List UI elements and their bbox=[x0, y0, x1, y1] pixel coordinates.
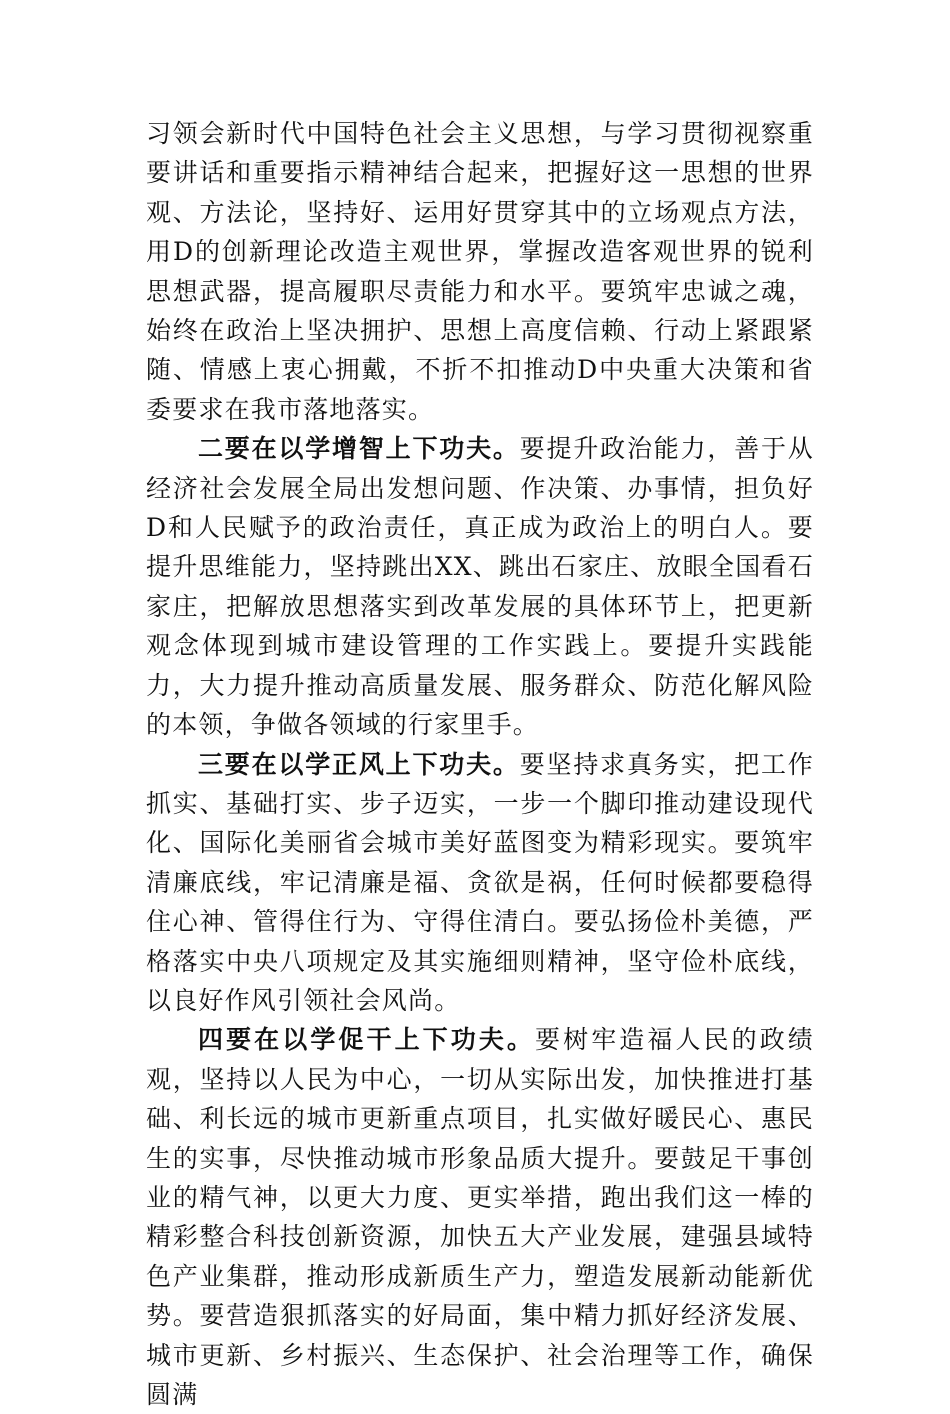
paragraph-3-text: 要坚持求真务实，把工作抓实、基础打实、步子迈实，一步一个脚印推动建设现代化、国际化美丽省会城市美好蓝图变为精彩现实。要筑牢清廉底线，牢记清廉是福、贪欲是祸，任何时候都要稳得住心神、管得住行为、守得住清白。要弘扬俭朴美德，严格落实中央八项规定及其实施细则精神，坚守俭朴底线，以良好作风引领社会风尚。 bbox=[146, 749, 815, 1015]
paragraph-1-text: 习领会新时代中国特色社会主义思想，与学习贯彻视察重要讲话和重要指示精神结合起来，把握好这一思想的世界观、方法论，坚持好、运用好贯穿其中的立场观点方法，用D的创新理论改造主观世界，掌握改造客观世界的锐利思想武器，提高履职尽责能力和水平。要筑牢忠诚之魂，始终在政治上坚决拥护、思想上高度信赖、行动上紧跟紧随、情感上衷心拥戴，不折不扣推动D中央重大决策和省委要求在我市落地落实。 bbox=[146, 119, 814, 424]
paragraph-4-heading: 四要在以学促干上下功夫。 bbox=[198, 1025, 536, 1055]
paragraph-4-text: 要树牢造福人民的政绩观，坚持以人民为中心，一切从实际出发，加快推进打基础、利长远的城市更新重点项目，扎实做好暖民心、惠民生的实事，尽快推动城市形象品质大提升。要鼓足干事创业的精气神，以更大力度、更实举措，跑出我们这一棒的精彩整合科技创新资源，加快五大产业发展，建强县域特色产业集群，推动形成新质生产力，塑造发展新动能新优势。要营造狠抓落实的好局面，集中精力抓好经济发展、城市更新、乡村振兴、生态保护、社会治理等工作，确保圆满 bbox=[146, 1025, 814, 1409]
paragraph-2-text: 要提升政治能力，善于从经济社会发展全局出发想问题、作决策、办事情，担负好D和人民赋予的政治责任，真正成为政治上的明白人。要提升思维能力，坚持跳出XX、跳出石家庄、放眼全国看石家庄，把解放思想落实到改革发展的具体环节上，把更新观念体现到城市建设管理的工作实践上。要提升实践能力，大力提升推动高质量发展、服务群众、防范化解风险的本领，争做各领域的行家里手。 bbox=[146, 434, 815, 740]
paragraph-2-heading: 二要在以学增智上下功夫。 bbox=[198, 434, 520, 464]
paragraph-1 bbox=[146, 114, 814, 429]
paragraph-2 bbox=[146, 429, 814, 744]
paragraph-4 bbox=[146, 1020, 814, 1414]
document-body bbox=[146, 114, 814, 1414]
paragraph-3 bbox=[146, 745, 814, 1021]
paragraph-3-heading: 三要在以学正风上下功夫。 bbox=[198, 749, 520, 779]
